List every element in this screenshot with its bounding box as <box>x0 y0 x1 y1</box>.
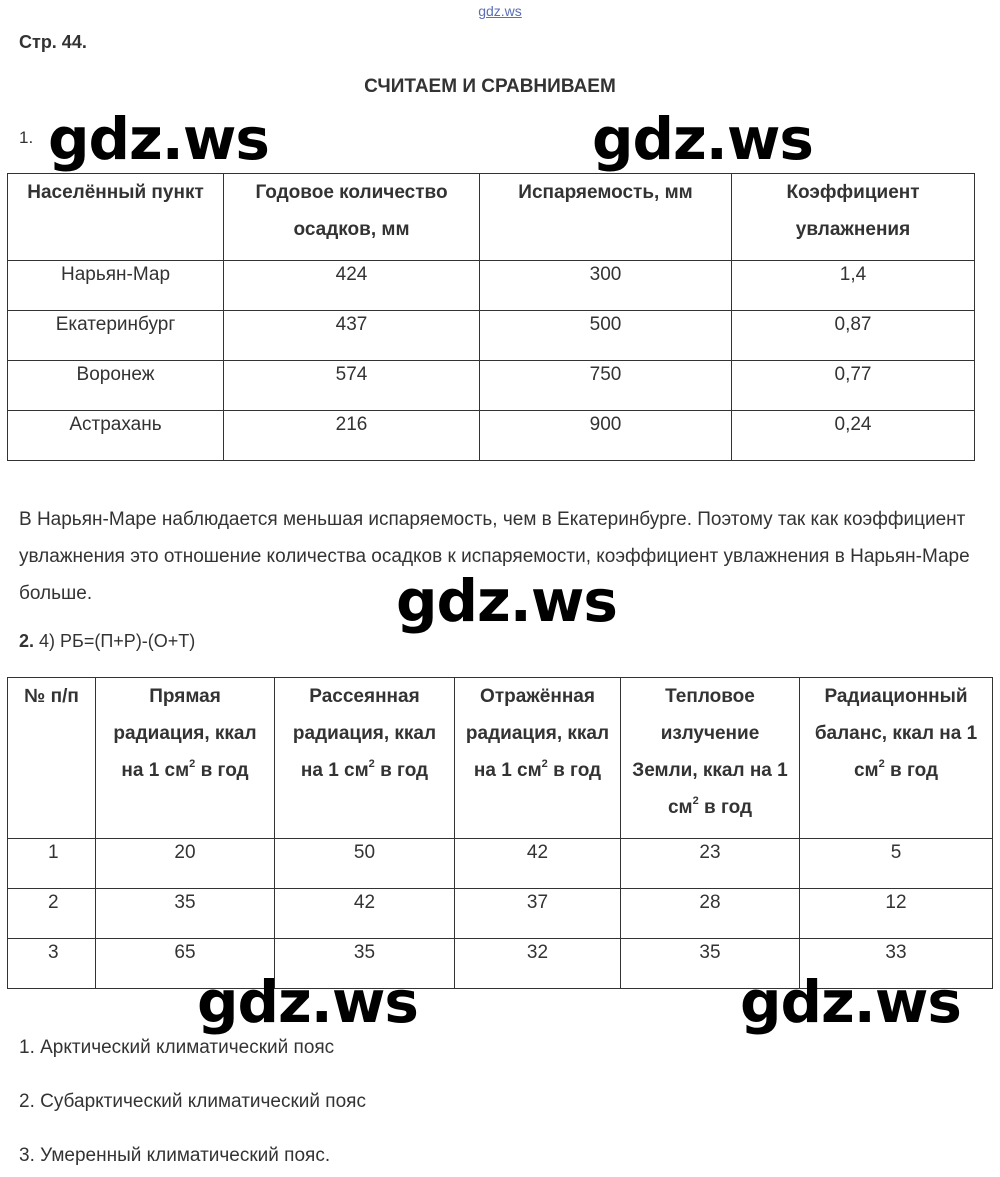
table-cell: 42 <box>455 839 621 889</box>
table-cell: 35 <box>96 889 275 939</box>
climate-belt-item: 3. Умеренный климатический пояс. <box>19 1145 331 1166</box>
superscript: 2 <box>692 794 699 807</box>
table-cell: 574 <box>224 361 480 411</box>
column-header-text: в год <box>698 797 753 818</box>
table-cell: 33 <box>800 939 993 989</box>
column-header <box>621 678 800 839</box>
humidity-table <box>7 173 975 461</box>
answer-paragraph: В Нарьян-Маре наблюдается меньшая испаряемость, чем в Екатеринбурге. Поэтому так как коэффициент увлажнения это отношение количества осадков к испаряемости, коэффициент увлажнения в Нарьян-Маре больше. <box>19 509 970 604</box>
column-header-text: в год <box>374 760 429 781</box>
table-cell: 1,4 <box>732 261 975 311</box>
column-header: Испаряемость, мм <box>480 174 732 261</box>
table-cell: Екатеринбург <box>8 311 224 361</box>
table-cell: 35 <box>621 939 800 989</box>
table-cell: 65 <box>96 939 275 989</box>
column-header-text: в год <box>547 760 602 781</box>
table-row <box>8 361 975 411</box>
table-cell: 32 <box>455 939 621 989</box>
table-cell: Воронеж <box>8 361 224 411</box>
radiation-table <box>7 677 993 989</box>
table-cell: 300 <box>480 261 732 311</box>
table-header-row <box>8 678 993 839</box>
table-row <box>8 411 975 461</box>
watermark-logo: gdz.ws <box>197 968 418 1036</box>
column-header <box>275 678 455 839</box>
column-header-text: Радиационный баланс, ккал на 1 см <box>814 686 978 781</box>
table-cell: 424 <box>224 261 480 311</box>
column-header-text: Тепловое излучение Земли, ккал на 1 см <box>632 686 788 818</box>
column-header-text: в год <box>195 760 249 781</box>
table-cell: 28 <box>621 889 800 939</box>
table-row <box>8 261 975 311</box>
table-cell: 37 <box>455 889 621 939</box>
column-header: Населённый пункт <box>8 174 224 261</box>
superscript: 2 <box>878 757 885 770</box>
watermark-logo: gdz.ws <box>48 105 269 173</box>
table-cell: Астрахань <box>8 411 224 461</box>
column-header <box>96 678 275 839</box>
table-cell: 35 <box>275 939 455 989</box>
table-row <box>8 889 993 939</box>
column-header <box>8 678 96 839</box>
column-header-text: № п/п <box>24 686 79 707</box>
watermark-logo: gdz.ws <box>592 105 813 173</box>
table-cell: 23 <box>621 839 800 889</box>
table-cell: 1 <box>8 839 96 889</box>
column-header: Коэффициент увлажнения <box>732 174 975 261</box>
table-cell: 500 <box>480 311 732 361</box>
column-header-text: Рассеянная радиация, ккал на 1 см <box>292 686 437 781</box>
column-header: Годовое количество осадков, мм <box>224 174 480 261</box>
table-header-row <box>8 174 975 261</box>
superscript: 2 <box>541 757 548 770</box>
column-header-text: Прямая радиация, ккал на 1 см <box>113 686 257 781</box>
table-cell: 50 <box>275 839 455 889</box>
table-cell: 437 <box>224 311 480 361</box>
column-header-text: Отражённая радиация, ккал на 1 см <box>465 686 610 781</box>
page-label: Стр. 44. <box>19 32 87 52</box>
table-row <box>8 839 993 889</box>
table-cell: 0,87 <box>732 311 975 361</box>
column-header <box>455 678 621 839</box>
table-row <box>8 311 975 361</box>
watermark-logo: gdz.ws <box>396 567 617 635</box>
task1-number: 1. <box>19 128 34 147</box>
task2-heading <box>19 631 195 652</box>
table-cell: 5 <box>800 839 993 889</box>
table-cell: 0,24 <box>732 411 975 461</box>
climate-belt-item: 1. Арктический климатический пояс <box>19 1037 335 1058</box>
table-cell: 750 <box>480 361 732 411</box>
table-cell: 20 <box>96 839 275 889</box>
column-header-text: в год <box>884 760 939 781</box>
table-cell: 42 <box>275 889 455 939</box>
table-cell: 216 <box>224 411 480 461</box>
climate-belt-item: 2. Субарктический климатический пояс <box>19 1091 366 1112</box>
table-cell: 0,77 <box>732 361 975 411</box>
task2-formula: 4) РБ=(П+Р)-(О+Т) <box>39 631 196 651</box>
section-title: СЧИТАЕМ И СРАВНИВАЕМ <box>364 76 616 97</box>
table-cell: 2 <box>8 889 96 939</box>
table-cell: Нарьян-Мар <box>8 261 224 311</box>
superscript: 2 <box>368 757 375 770</box>
task2-number: 2. <box>19 631 35 651</box>
watermark-logo: gdz.ws <box>740 968 961 1036</box>
table-cell: 12 <box>800 889 993 939</box>
table-cell: 900 <box>480 411 732 461</box>
site-link[interactable]: gdz.ws <box>478 3 522 19</box>
superscript: 2 <box>189 757 196 770</box>
column-header <box>800 678 993 839</box>
table-cell: 3 <box>8 939 96 989</box>
